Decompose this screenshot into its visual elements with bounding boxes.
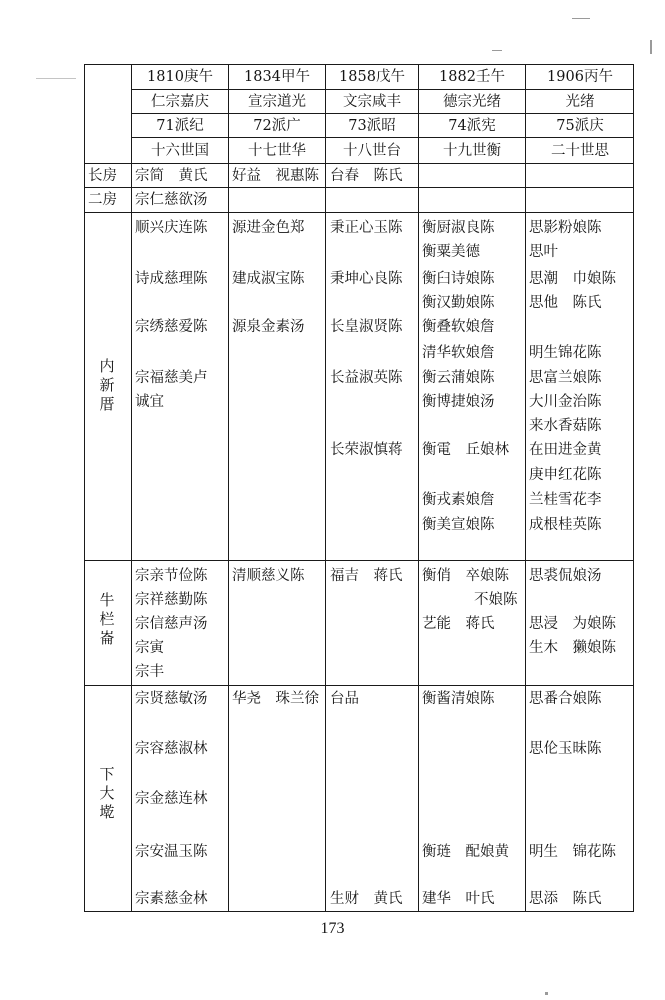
header-generation-5: 二十世思: [551, 143, 609, 159]
xiadalong-c5-2: 明生 锦花陈: [529, 844, 616, 860]
xiadalong-c4-0: 衡酱清娘陈: [422, 691, 495, 707]
neixinlin-c3-3: 长益淑英陈: [330, 370, 403, 386]
xiadalong-c2-0: 华尧 珠兰徐: [232, 691, 319, 707]
header-branch-2: 72派广: [253, 118, 301, 134]
neixinlin-c4-9: 衡戎素娘詹: [422, 492, 495, 508]
header-year-5: 1906丙午: [547, 69, 613, 85]
rule-header-3: [132, 137, 634, 138]
neixinlin-c1-0: 顺兴庆连陈: [135, 220, 208, 236]
neixinlin-c5-6: 大川金治陈: [529, 394, 602, 410]
rule-col-4: [525, 64, 526, 912]
xiadalong-c3-1: 生财 黄氏: [330, 891, 403, 907]
neixinlin-c4-5: 清华软娘詹: [422, 345, 495, 361]
niulanqi-c3-0: 福吉 蒋氏: [330, 568, 403, 584]
neixinlin-c3-4: 长荣淑慎蒋: [330, 442, 403, 458]
neixinlin-c4-4: 衡叠软娘詹: [422, 319, 495, 335]
rule-header-2: [132, 113, 634, 114]
niulanqi-c1-2: 宗信慈声汤: [135, 616, 208, 632]
rule-col-1: [228, 64, 229, 912]
neixinlin-c5-5: 思富兰娘陈: [529, 370, 602, 386]
xiadalong-c1-4: 宗素慈金林: [135, 891, 208, 907]
header-year-4: 1882壬午: [439, 69, 505, 85]
page-number: 173: [320, 920, 345, 937]
erfang-col-1: 宗仁慈欲汤: [135, 192, 208, 208]
rule-header-1: [132, 89, 634, 90]
neixinlin-c3-0: 秉正心玉陈: [330, 220, 403, 236]
header-branch-4: 74派宪: [448, 118, 496, 134]
zhangfang-col-1: 宗简 黄氏: [135, 168, 208, 184]
neixinlin-c5-0: 思影粉娘陈: [529, 220, 602, 236]
neixinlin-c2-2: 源泉金素汤: [232, 319, 305, 335]
neixinlin-c4-2: 衡臼诗娘陈: [422, 271, 495, 287]
group-label-xiadalong: 下大墘: [99, 765, 115, 821]
neixinlin-c4-6: 衡云蒲娘陈: [422, 370, 495, 386]
xiadalong-c5-1: 思伦玉昧陈: [529, 741, 602, 757]
niulanqi-c4-0: 衡俏 卒娘陈: [422, 568, 509, 584]
neixinlin-c1-1: 诗成慈理陈: [135, 271, 208, 287]
group-label-neixinlin: 内新厝: [99, 357, 115, 413]
niulanqi-c2-0: 清顺慈义陈: [232, 568, 305, 584]
zhangfang-col-2: 好益 视惠陈: [232, 168, 319, 184]
neixinlin-c4-7: 衡博捷娘汤: [422, 394, 495, 410]
header-year-2: 1834甲午: [244, 69, 310, 85]
header-emperor-2: 宣宗道光: [248, 94, 306, 110]
xiadalong-c1-0: 宗贤慈敏汤: [135, 691, 208, 707]
neixinlin-c5-9: 庚申红花陈: [529, 467, 602, 483]
header-emperor-4: 德宗光绪: [443, 94, 501, 110]
neixinlin-c2-0: 源进金色郑: [232, 220, 305, 236]
neixinlin-c5-1: 思叶: [529, 244, 558, 260]
rule-row-zhangfang: [84, 187, 634, 188]
xiadalong-c4-2: 建华 叶氏: [422, 891, 495, 907]
neixinlin-c1-3: 宗福慈美卢: [135, 370, 208, 386]
neixinlin-c5-11: 成根桂英陈: [529, 517, 602, 533]
group-label-niulanqi: 牛栏崙: [99, 591, 115, 647]
header-branch-3: 73派昭: [348, 118, 396, 134]
rule-group-2: [84, 685, 634, 686]
scan-speck: [650, 40, 652, 54]
header-generation-2: 十七世华: [248, 143, 306, 159]
neixinlin-c4-1: 衡粟美德: [422, 244, 480, 260]
xiadalong-c3-0: 台品: [330, 691, 359, 707]
neixinlin-c5-8: 在田进金黄: [529, 442, 602, 458]
row-label-erfang: 二房: [88, 192, 117, 208]
header-year-3: 1858戊午: [339, 69, 405, 85]
xiadalong-c1-1: 宗容慈淑林: [135, 741, 208, 757]
niulanqi-c5-1: 思浸 为娘陈: [529, 616, 616, 632]
zhangfang-col-3: 台春 陈氏: [330, 168, 403, 184]
header-branch-5: 75派庆: [556, 118, 604, 134]
neixinlin-c4-8: 衡電 丘娘林: [422, 442, 509, 458]
xiadalong-c5-3: 思添 陈氏: [529, 891, 602, 907]
neixinlin-c3-1: 秉坤心良陈: [330, 271, 403, 287]
header-generation-4: 十九世衡: [443, 143, 501, 159]
xiadalong-c1-2: 宗金慈连林: [135, 791, 208, 807]
xiadalong-c5-0: 思番合娘陈: [529, 691, 602, 707]
neixinlin-c1-4: 诚宜: [135, 394, 164, 410]
scan-speck: [545, 992, 548, 995]
header-year-1: 1810庚午: [147, 69, 213, 85]
niulanqi-c1-4: 宗丰: [135, 664, 164, 680]
niulanqi-c1-0: 宗亲节俭陈: [135, 568, 208, 584]
neixinlin-c3-2: 长皇淑贤陈: [330, 319, 403, 335]
niulanqi-c4-2: 艺能 蒋氏: [422, 616, 495, 632]
neixinlin-c4-0: 衡厨淑良陈: [422, 220, 495, 236]
niulanqi-c1-3: 宗寅: [135, 640, 164, 656]
row-label-zhangfang: 长房: [88, 168, 117, 184]
scan-speck: [572, 18, 590, 19]
xiadalong-c4-1: 衡琏 配娘黄: [422, 844, 509, 860]
header-generation-1: 十六世国: [151, 143, 209, 159]
header-emperor-5: 光绪: [565, 94, 595, 110]
rule-header-end: [84, 163, 634, 164]
neixinlin-c5-10: 兰桂雪花李: [529, 492, 602, 508]
neixinlin-c5-7: 来水香菇陈: [529, 418, 602, 434]
neixinlin-c4-10: 衡美宣娘陈: [422, 517, 495, 533]
rule-col-3: [418, 64, 419, 912]
neixinlin-c4-3: 衡汉勤娘陈: [422, 295, 495, 311]
rule-col-2: [325, 64, 326, 912]
neixinlin-c5-3: 思他 陈氏: [529, 295, 602, 311]
header-branch-1: 71派纪: [156, 118, 204, 134]
header-generation-3: 十八世台: [343, 143, 401, 159]
rule-col-label: [131, 64, 132, 912]
rule-row-erfang: [84, 212, 634, 213]
neixinlin-c2-1: 建成淑宝陈: [232, 271, 305, 287]
rule-group-1: [84, 560, 634, 561]
header-emperor-1: 仁宗嘉庆: [151, 94, 209, 110]
scan-speck: [492, 50, 502, 51]
header-emperor-3: 文宗咸丰: [343, 94, 401, 110]
scan-speck: [36, 78, 76, 79]
niulanqi-c5-0: 思裘侃娘汤: [529, 568, 602, 584]
neixinlin-c1-2: 宗绣慈爱陈: [135, 319, 208, 335]
niulanqi-c4-1: 不娘陈: [474, 592, 518, 608]
neixinlin-c5-4: 明生锦花陈: [529, 345, 602, 361]
xiadalong-c1-3: 宗安温玉陈: [135, 844, 208, 860]
neixinlin-c5-2: 思潮 巾娘陈: [529, 271, 616, 287]
niulanqi-c5-2: 生木 獭娘陈: [529, 640, 616, 656]
niulanqi-c1-1: 宗祥慈勤陈: [135, 592, 208, 608]
